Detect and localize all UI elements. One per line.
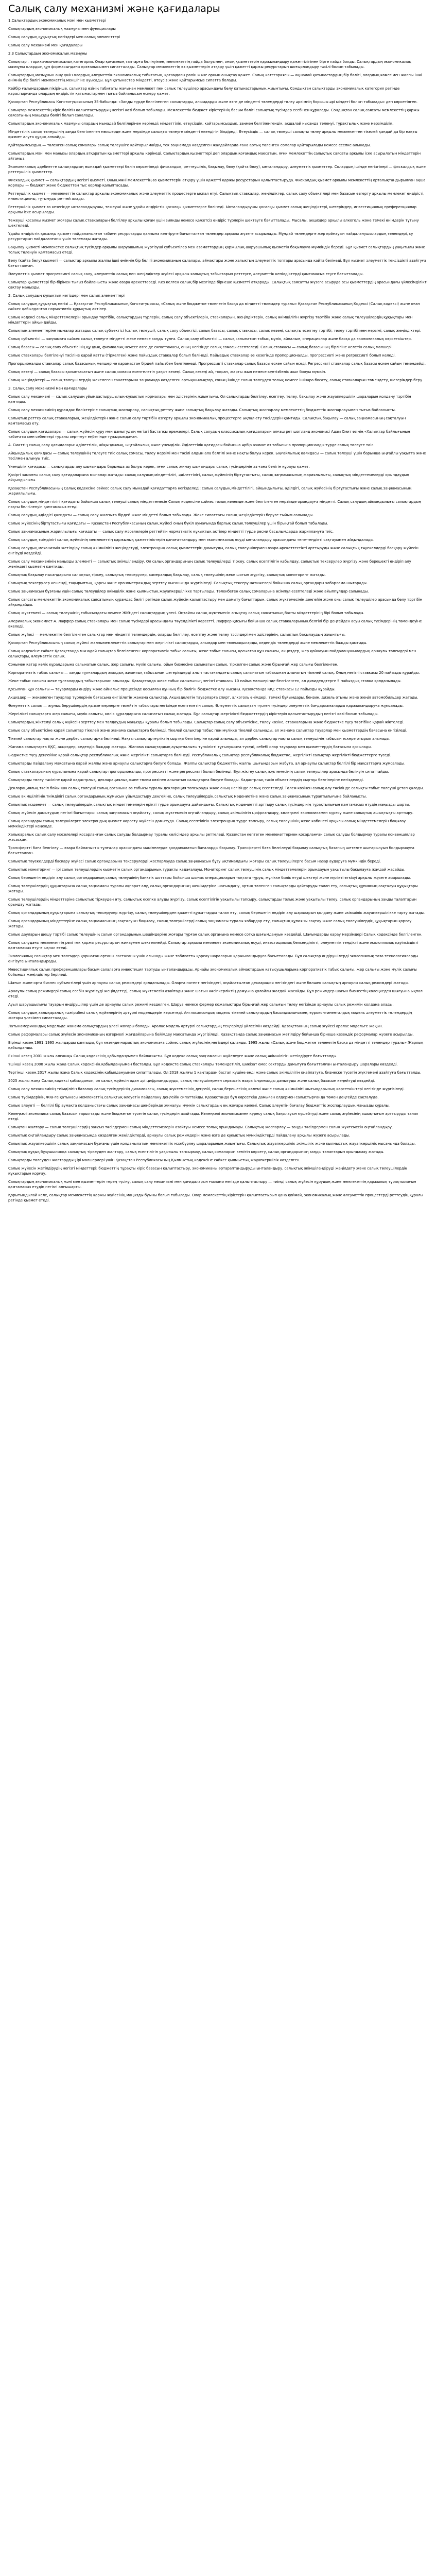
paragraph: Сонымен қатар көлік құралдарына салынатын салық, жер салығы, мүлік салығы, ойын бизнесіне салынатын салық, тіркелген салық және бірыңғай жер салығы белгіленген.	[8, 663, 339, 667]
paragraph: Қайтарымсыздық — төленген салық сомалары салық төлеушіге қайтарылмайды, тек заңнамада көзделген жағдайларда ғана артық төленген сомалар қайтарылады немесе есепке алынады.	[8, 143, 371, 147]
paragraph: Салық заңнамасын бұзғаны үшін салық төлеушілер әкімшілік және қылмыстық жауапкершілікке тартылады. Төленбеген салық сомаларына өсімпұл есептеледі және айыппұлдар салынады.	[8, 589, 369, 594]
paragraph: Салық дауларын шешу тәртібі салық төлеушінің салық органдарының шешімдеріне жоғары тұрған салық органына немесе сотқа шағымдануын көздейді. Шағымдарды қарау мерзімдері Салық кодексінде белгіленген.	[8, 933, 423, 937]
paragraph: Салықтарды пайдалану мақсатына қарай жалпы және арнаулы салықтарға бөлуге болады. Жалпы салықтар бюджеттің жалпы шығындарын жабуға, ал арнаулы салықтар белгілі бір мақсаттарға жұмсалады.	[8, 761, 406, 766]
paragraph: Салық органдары салық төлеушілерге электрондық қызмет көрсету жүйесін дамытуда. Салық есептілігін электрондық түрде тапсыру, салық төлеушінің жеке кабинеті арқылы салық міндеттемелерін бақылау мүмкіндіктері кеңеюде.	[8, 819, 406, 828]
paragraph: Латынамерикандық модельде жанама салықтардың үлесі жоғары болады. Аралас модель әртүрлі салықтардың теңгерімді үйлесімін көздейді. Қазақстанның салық жүйесі аралас модельге жақын.	[8, 1024, 383, 1028]
paragraph: Салық жүйесін дамытудың негізгі бағыттары: салық заңнамасын оңайлату, салық жүктемесін оңтайландыру, салық әкімшілігін цифрландыру, көлеңкелі экономикамен күресу және салықтық ашықтықты арттыру.	[8, 811, 414, 815]
paragraph: Салық салудың механизмін жетілдіру салық әкімшілігін жеңілдетуді, электрондық салық қызметтерін дамытуды, салық төлеушілермен өзара әрекеттестікті арттыруды және салықтық тәуекелдерді басқару жүйесін енгізуді көздейді.	[8, 546, 418, 555]
paragraph: 2. Салық салудың құқықтық негіздері мен салық элементтері	[8, 294, 125, 298]
paragraph: Инвестициялық салық преференциялары басым салаларға инвестиция тартуды ынталандырады. Арнайы экономикалық аймақтардың қатысушыларына корпоративтік табыс салығы, жер салығы және мүлік салығы бойынша жеңілдіктер беріледі.	[8, 968, 417, 977]
paragraph: Бюджетке түсу деңгейіне қарай салықтар республикалық және жергілікті салықтарға бөлінеді. Республикалық салықтар республикалық бюджетке, жергілікті салықтар жергілікті бюджеттерге түседі.	[8, 753, 392, 757]
paragraph: Үшінші кезең 2008 жылы жаңа Салық кодексінің қабылдануымен басталды. Бұл кодексте салық ставкалары төмендетіліп, шикізат емес секторды дамытуға бағытталған ынталандыру шаралары көзделді.	[8, 1062, 398, 1066]
paragraph: Салық салу механизмі — салық салудың ұйымдастырушылық-құқықтық нормалары мен әдістерінің жиынтығы. Ол салықтарды белгілеу, есептеу, төлеу, бақылау және жауапкершілік шараларын қолдану тәртібін қамтиды.	[8, 395, 411, 404]
paragraph: Корпоративтік табыс салығы — заңды тұлғалардың жылдық жиынтық табысынан шегерімдерді алып тастағандағы салық салынатын табысынан алынатын тікелей салық. Оның негізгі ставкасы 20 пайызды құрайды.	[8, 671, 420, 675]
paragraph: Шағын және орта бизнес субъектілері үшін арнаулы салық режимдері қолданылады. Оларға патент негізіндегі, оңайлатылған декларация негізіндегі және бөлшек салықтың арнаулы салық режимдері жатады.	[8, 981, 410, 985]
paragraph: Салық кодексі салық міндеттемелерін орындау тәртібін, салықтардың түрлерін, салық салу объектілерін, ставкаларын, жеңілдіктерін, салық әкімшілігін жүргізу тәртібін және салық төлеушілердің құқықтары мен міндеттерін айқындайды.	[8, 315, 413, 325]
paragraph: Тежеуші қосалқы қызмет жоғары салық ставкаларын белгілеу арқылы қоғам үшін зиянды немесе қажетсіз өндіріс түрлерін шектеуге бағытталады. Мысалы, акциздер арқылы алкоголь және темекі өнімдерін тұтыну шектеледі.	[8, 218, 419, 228]
paragraph: Төртінші кезең 2017 жылы жаңа Салық кодексінің қабылдануымен сипатталады. Ол 2018 жылғы 1 қаңтардан бастап күшіне енді және салық әкімшілігін оңайлатуға, бизнеске түсетін жүктемені азайтуға бағытталды.	[8, 1071, 422, 1075]
paragraph: Салықтарды төлеу тәсіліне қарай кадастрлық, декларациялық және төлем көзінен алынатын салықтарға бөлуге болады. Кадастрлық тәсіл объектілердің сыртқы белгілеріне негізделеді.	[8, 778, 364, 782]
paragraph: Айқындылық қағидасы — салық төлеушінің төлеуге тиіс салық сомасы, төлеу мерзімі мен тәсілі алдын ала белгілі және нақты болуы керек. Ыңғайлылық қағидасы — салық төлеуші үшін барынша ыңғайлы уақытта және тәсілмен алынуы тиіс.	[8, 451, 426, 461]
paragraph: Салық әлеуеті — белгілі бір аумақта қолданыстағы салық заңнамасы шеңберінде жиналуы мүмкін салықтардың ең жоғары көлемі. Салық әлеуетін бағалау бюджеттік жоспарлаудың маңызды құралы.	[8, 1104, 390, 1108]
paragraph: Салықтардың экономикалық мазмұны олардың мынадай белгілерінен көрінеді: міндеттілік, өтеусіздік, қайтарымсыздық, заңмен белгіленгендік, ақшалай нысанда төленуі, тұрақтылық және мерзімділік.	[8, 122, 394, 126]
paragraph: Салық салу механизмінің маңызды элементі — салықтық әкімшілендіру. Ол салық органдарының салық төлеушілерді тіркеу, салық есептілігін қабылдау, салықтық тексерулер жүргізу және берешекті өндіріп алу жөніндегі қызметін қамтиды.	[8, 560, 411, 569]
paragraph: Салық жүктемесі — салық төлеушінің табысындағы немесе ЖІӨ-дегі салықтардың үлесі. Оңтайлы салық жүктемесін анықтау салық саясатының басты міндеттерінің бірі болып табылады.	[8, 611, 364, 615]
paragraph: Акциздер — жекелеген тауарлар түрлерінің бағасына енгізілетін жанама салықтар. Акцизделетін тауарларға спирт, алкоголь өнімдері, темекі бұйымдары, бензин, дизель отыны және жеңіл автомобильдер жатады.	[8, 696, 418, 700]
paragraph: Америкалық экономист А. Лаффер салық ставкалары мен салық түсімдері арасындағы тәуелділікті көрсетті. Лаффер қисығы бойынша салық ставкаларының белгілі бір деңгейден асуы салық түсімдерінің төмендеуіне әкеледі.	[8, 619, 422, 629]
paragraph: Салық әкімшілігінің тиімділігі салық органдарының жұмысын ұйымдастыру деңгейіне, салық төлеушілердің салықтық мәдениетіне және салық заңнамасының тұрақтылығына байланысты.	[8, 794, 367, 799]
paragraph: Қорытындылай келе, салықтар мемлекеттің қаржы жүйесінің маңызды буыны болып табылады. Олар мемлекеттің кірістерін қалыптастырып қана қоймай, экономикалық және әлеуметтік процестерді реттеудің құралы ретінде қызмет етеді.	[8, 1193, 424, 1202]
paragraph: Салықтар – тарихи-экономикалық категория. Олар қоғамның таптарға бөлінуімен, мемлекеттің пайда болуымен, оның қызметтерін қаржыландыру қажеттілігімен бірге пайда болды. Салықтардың экономикалық мазмұны олардың құн формасындағы қозғалысымен сипатталады. Салықтар мемлекеттің өз қызметтерін атқару үшін қажетті қаржы ресурстарын шоғырландыру тәсілі болып табылады.	[8, 60, 411, 69]
paragraph: Экологиялық салықтар мен төлемдер қоршаған ортаны ластағаны үшін алынады және табиғатты қорғау шараларын қаржыландыруға бағытталады. Бұл салықтар өндірушілерді экологиялық таза технологияларды енгізуге ынталандырады.	[8, 954, 418, 963]
paragraph: Салық ставкалары белгіленуі тәсіліне қарай қатты (тіркелген) және пайыздық ставкалар болып бөлінеді. Пайыздық ставкалар өз кезегінде пропорционалды, прогрессивті және регрессивті болып келеді.	[8, 353, 396, 358]
paragraph: Салық кезеңі — салық базасы қалыптасатын және салық сомасы есептелетін уақыт кезеңі. Салық кезеңі ай, тоқсан, жарты жыл немесе күнтізбелік жыл болуы мүмкін.	[8, 370, 326, 374]
paragraph: Салық төлеушілердің құқықтарына салық заңнамасы туралы ақпарат алу, салық органдарының шешімдеріне шағымдану, артық төленген салықтарды қайтаруды талап ету, салықтық құпияның сақталуы құқықтары жатады.	[8, 884, 418, 893]
paragraph: Жанама салықтарға ҚҚС, акциздер, кедендік баждар жатады. Жанама салықтардың ауыртпалығы түпкілікті тұтынушыға түседі, себебі олар тауарлар мен қызметтердің бағасына қосылады.	[8, 745, 373, 749]
paragraph: Салық органдарының құқықтарына салықтық тексерулер жүргізу, салық төлеушілерден қажетті құжаттарды талап ету, салық берешегін өндіріп алу шараларын қолдану және әкімшілік жауапкершілікке тарту жатады.	[8, 911, 425, 915]
paragraph: Қазақстан Республикасы Конституциясының 35-бабында: «Заңды түрде белгіленген салықтарды, алымдарды және өзге де міндетті төлемдерді төлеу әркімнің борышы әрі міндеті болып табылады» деп көрсетілген.	[8, 100, 418, 104]
paragraph: Салық заңнамасының жариялылығы қағидаты — салық салу мәселелерін реттейтін нормативтік құқықтық актілер міндетті түрде ресми басылымдарда жариялануға тиіс.	[8, 530, 334, 534]
paragraph: Салық жеңілдіктері — салық төлеушілердің жекелеген санаттарына заңнамада көзделген артықшылықтар, соның ішінде салық төлеуден толық немесе ішінара босату, салық ставкаларын төмендету, шегерімдер беру.	[8, 378, 424, 382]
paragraph: Әлеуметтік салық — жұмыс берушілердің қызметкерлерге төлейтін табыстары негізінде есептелетін салық. Әлеуметтік салықтан түскен түсімдер әлеуметтік бағдарламаларды қаржыландыруға жұмсалады.	[8, 704, 404, 708]
paragraph: Салықтық мәдениет — салық төлеушілердің салықтық міндеттемелерін ерікті түрде орындауға дайындығы. Салықтық мәдениетті арттыру салық түсімдерінің тұрақтылығын қамтамасыз етудің маңызды шарты.	[8, 803, 410, 807]
paragraph: Көлеңкелі экономика салық базасын тарылтады және бюджетке түсетін салық түсімдерін азайтады. Көлеңкелі экономикамен күресу салық бақылауын күшейтуді және салық жүйесінің ашықтығын арттыруды талап етеді.	[8, 1112, 418, 1121]
paragraph: Салықтық оңтайландыру салық заңнамасында көзделген жеңілдіктерді, арнаулы салық режимдерін және өзге де құқықтық мүмкіндіктерді пайдалану арқылы жүзеге асырылады.	[8, 1133, 351, 1138]
paragraph: Салық салу механизмінің құрамдас бөліктеріне салықтық жоспарлау, салықтық реттеу және салықтық бақылау жатады. Салықтық жоспарлау мемлекеттің бюджеттік жоспарлауымен тығыз байланысты.	[8, 408, 396, 412]
paragraph: 2.3 Салықтардың экономикалық мазмұны	[8, 52, 88, 56]
paragraph: 2025 жылы жаңа Салық кодексі қабылданып, ол салық жүйесін одан әрі цифрландыруды, салық төлеушілермен сервистік өзара іс-қимылды дамытуды және салық базасын кеңейтуді көздейді.	[8, 1079, 375, 1083]
paragraph: Салық салу механизмінің тиімділігін бағалау салық түсімдерінің динамикасы, салық жүктемесінің деңгейі, салық берешегінің көлемі және салық әкімшілігі шығындарының көрсеткіштері негізінде жүргізіледі.	[8, 1087, 405, 1091]
paragraph: Декларациялық тәсіл бойынша салық төлеуші салық органына өз табысы туралы декларация тапсырады және оның негізінде салық есептеледі. Төлем көзінен салық алу тәсілінде салықты табыс төлеуші ұстап қалады.	[8, 786, 424, 790]
paragraph: Салықтық мониторинг — ірі салық төлеушілердің қызметін салық органдарының тұрақты қадағалауы. Мониторинг салық төлеушінің салық міндеттемелерін орындауын уақытылы бақылауға жағдай жасайды.	[8, 868, 406, 872]
paragraph: Салықтан жалтару — салық төлеушілердің заңсыз тәсілдермен салық міндеттемелерін азайтуы немесе толық орындамауы. Салықтық жоспарлау — заңды тәсілдермен салық жүктемесін оңтайландыру.	[8, 1125, 393, 1129]
paragraph: Салық кодексіне сәйкес Қазақстанда мынадай салықтар белгіленген: корпоративтік табыс салығы, жеке табыс салығы, қосылған құн салығы, акциздер, жер қойнауын пайдаланушылардың арнаулы төлемдері мен салықтары, әлеуметтік салық.	[8, 649, 416, 658]
paragraph: Жергілікті салықтарға жер салығы, мүлік салығы, көлік құралдарына салынатын салық жатады. Бұл салықтар жергілікті бюджеттердің кірістерін қалыптастырудың негізгі көзі болып табылады.	[8, 712, 379, 716]
paragraph: Арнаулы салық режимдері салық есебін жүргізуді жеңілдетеді, салық жүктемесін азайтады және шағын кәсіпкерліктің дамуына қолайлы жағдай жасайды. Бұл режимдер шағын бизнестің көлеңкеден шығуына ықпал етеді.	[8, 989, 423, 998]
paragraph: Салық салу объектісіне қарай салықтар тікелей және жанама салықтарға бөлінеді. Тікелей салықтар табыс пен мүлікке тікелей салынады, ал жанама салықтар тауарлар мен қызметтердің бағасына енгізіледі.	[8, 728, 408, 733]
document-title: Салық салу механизмі және қағидалары	[8, 3, 220, 14]
paragraph: Салықтық құқық бұзушылыққа салықтық тіркеуден жалтару, салық есептілігін уақытылы тапсырмау, салық сомаларын кемітіп көрсету, салық органдарының заңды талаптарын орындамау жатады.	[8, 1150, 385, 1154]
paragraph: Қазақстан Республикасының Салық кодексіне сәйкес салық салу мынадай қағидаттарға негізделеді: салық салудың міндеттілігі, айқындылығы, әділдігі, салық жүйесінің біртұтастығы және салық заңнамасының жариялылығы.	[8, 486, 411, 496]
paragraph: Салық салу механизмі мен қағидалары	[8, 43, 83, 47]
paragraph: Салық жүйесін жетілдірудің негізгі міндеттері: бюджеттің тұрақты кіріс базасын қалыптастыру, экономиканы әртараптандыруды ынталандыру, салықтық әкімшілендіруді жеңілдету және салық төлеушілердің құқықтарын қорғау.	[8, 1166, 407, 1176]
paragraph: Трансфертті баға белгілеу — өзара байланысты тұлғалар арасындағы мәмілелерде қолданылатын бағаларды бақылау. Трансфертті баға белгілеуді бақылау салықтық базаның шетелге шығарылуын болдырмауға бағытталған.	[8, 846, 414, 855]
paragraph: Пропорционалды ставкалар салық базасының мөлшеріне қарамастан бірдей пайызбен белгіленеді. Прогрессивті ставкалар салық базасы өскен сайын өседі. Регрессивті ставкалар салық базасы өскен сайын төмендейді.	[8, 362, 426, 366]
paragraph: Фискалдық қызмет — салықтардың негізгі қызметі. Оның мәні мемлекеттің өз қызметтерін атқару үшін қажетті қаржы ресурстарын қалыптастыруда. Фискалдық қызмет арқылы мемлекеттің орталықтандырылған ақша қорлары — бюджет және бюджеттен тыс қорлар қалыптасады.	[8, 178, 426, 188]
paragraph: Салықтар мемлекеттің кіріс бөлігін қалыптастырудың негізгі көзі болып табылады. Мемлекеттік бюджет кірістерінің басым бөлігі салықтық түсімдер есебінен құралады. Сондықтан салық саясаты мемлекеттің қаржы саясатының маңызды бөлігі болып саналады.	[8, 108, 420, 117]
paragraph: Салық базасы — салық салу объектісінің құндық, физикалық немесе өзге де сипаттамасы, оның негізінде салық сомасы есептеледі. Салық ставкасы — салық базасының бірлігіне келетін салық мөлшері.	[8, 345, 393, 349]
paragraph: Салық салудың құқықтық негіздері мен салық элементтері	[8, 35, 120, 39]
paragraph: Салық салудың құқықтық негізі — Қазақстан Республикасының Конституциясы, «Салық және бюджетке төленетін басқа да міндетті төлемдер туралы» Қазақстан Республикасының Кодексі (Салық кодексі) және оған сәйкес қабылданған нормативтік құқықтық актілер.	[8, 302, 420, 311]
paragraph: Салықтардың мәні мен маңызы олардың атқаратын қызметтері арқылы көрінеді. Салықтардың қызметтері деп олардың қоғамдық мақсатын, яғни мемлекеттің салықтық саясаты арқылы іске асырылатын міндеттерін айтамыз.	[8, 151, 421, 161]
paragraph: Реттеушілік қызмет — мемлекеттің салықтар арқылы экономикалық және әлеуметтік процестерге ықпал етуі. Салықтық ставкалар, жеңілдіктер, салық салу объектілері мен базасын өзгерту арқылы мемлекет өндірісті, инвестицияны, тұтынуды реттей алады.	[8, 192, 425, 201]
paragraph: Ұдайы өндірістік қосалқы қызмет пайдаланылған табиғи ресурстарды қалпына келтіруге бағытталған төлемдер арқылы жүзеге асырылады. Мұндай төлемдерге жер қойнауын пайдаланушылардың төлемдері, су ресурстарын пайдаланғаны үшін төлемақы жатады.	[8, 232, 413, 241]
paragraph: Салықтардың экономикалық мазмұны мен функциялары	[8, 27, 116, 31]
paragraph: Салық салудағы мемлекеттің рөлі тек қаржы ресурстарын жинаумен шектелмейді. Салықтар арқылы мемлекет экономикалық өсуді, инвестициялық белсенділікті, әлеуметтік теңдікті және экологиялық қауіпсіздікті қамтамасыз етуге ықпал етеді.	[8, 941, 418, 950]
paragraph: Қазақстан Республикасының салық жүйесі жалпымемлекеттік салықтар мен жергілікті салықтарды, алымдар мен төлемақыларды, кедендік төлемдерді және мемлекеттік бажды қамтиды.	[8, 641, 368, 645]
paragraph: Міндеттілік салық төлеушінің заңда белгіленген мөлшерде және мерзімде салықты төлеуге міндетті екендігін білдіреді. Өтеусіздік — салық төлеуші салықты төлеу арқылы мемлекеттен тікелей қандай да бір нақты қызмет алуға құқық алмайды.	[8, 130, 417, 139]
paragraph: Салық салудың міндеттілігі қағидаты бойынша салық төлеуші салық міндеттемесін Салық кодексіне сәйкес толық көлемде және белгіленген мерзімде орындауға міндетті. Салық салудың айқындылығы салықтардың нақты белгіленуін қамтамасыз етеді.	[8, 500, 422, 509]
paragraph: Салықтардың мазмұнын ашу үшін олардың әлеуметтік-экономикалық табиғатын, қоғамдағы рөлін және орнын анықтау қажет. Салық категориясы — ақшалай қатынастардың бір бөлігі, олардың көмегімен жалпы ішкі өнімнің бір бөлігі мемлекеттің меншігіне ауысады. Бұл қатынастар міндетті, өтеусіз және қайтарымсыз сипатта болады.	[8, 73, 422, 82]
paragraph: Қосылған құн салығы — тауарларды өндіру және айналыс процесінде қосылған құнның бір бөлігін бюджетке алу нысаны. Қазақстанда ҚҚС ставкасы 12 пайызды құрайды.	[8, 687, 336, 691]
paragraph: Ауыл шаруашылығы тауарын өндірушілер үшін де арнаулы салық режимі көзделген. Шаруа немесе фермер қожалықтары бірыңғай жер салығын төлеу негізінде арнаулы салық режимін қолдана алады.	[8, 1003, 394, 1007]
paragraph: Кейбір ғалымдардың пікірінше, салықтар өзінің табиғаты жағынан мемлекет пен салық төлеушілер арасындағы бөлу қатынастарының жиынтығы. Сондықтан салықтарды экономикалық категория ретінде қарастырғанда олардың өндірістік қатынастармен тығыз байланысын ескеру қажет.	[8, 87, 400, 96]
paragraph: Бақылау қызметі мемлекетке салықтық түсімдер арқылы шаруашылық жүргізуші субъектілер мен азаматтардың қаржылық-шаруашылық қызметін бақылауға мүмкіндік береді. Бұл қызмет салықтардың уақытылы және толық төленуін қамтамасыз етеді.	[8, 245, 425, 255]
paragraph: Бірінші кезең 1991–1995 жылдарды қамтыды, бұл кезеңде нарықтық экономикаға сәйкес салық жүйесінің негіздері қаланды. 1995 жылы «Салық және бюджетке төленетін басқа да міндетті төлемдер туралы» Жарлық қабылданды.	[8, 1041, 424, 1050]
paragraph: Реттеушілік қызмет өз кезегінде ынталандырушы, тежеуші және ұдайы өндірістік қосалқы қызметтерге бөлінеді. Ынталандырушы қосалқы қызмет салық жеңілдіктері, шегерімдер, инвестициялық преференциялар арқылы іске асырылады.	[8, 205, 417, 214]
paragraph: Салық салудың қағидалары — салық жүйесін құру мен дамытудың негізгі бастапқы ережелері. Салық салудың классикалық қағидаларын алғаш рет шотланд экономисі Адам Смит өзінің «Халықтар байлығының табиғаты мен себептері туралы зерттеу» еңбегінде тұжырымдаған.	[8, 430, 410, 439]
paragraph: Салықтың элементтеріне мыналар жатады: салық субъектісі (салық төлеуші), салық салу объектісі, салық базасы, салық ставкасы, салық кезеңі, салықты есептеу тәртібі, төлеу тәртібі мен мерзімі, салық жеңілдіктері.	[8, 329, 422, 333]
paragraph: Қазіргі заманғы салық салу қағидаларына мыналар жатады: салық салудың міндеттілігі, әділеттілігі, салық жүйесінің біртұтастығы, салық заңнамасының жариялылығы, салықтық міндеттемелерді орындаудың айқындылығы.	[8, 473, 409, 482]
paragraph: Салық берешегін өндіріп алу салық органдарының салық төлеушінің банктік шоттары бойынша шығыс операцияларын тоқтата тұруы, мүлікке билік етуді шектеуі және мүлікті өткізуі арқылы жүзеге асырылады.	[8, 876, 411, 880]
paragraph: Салықтардың жіктелуі салық жүйесін зерттеу мен талдаудың маңызды құралы болып табылады. Салықтар салық салу объектісіне, төлеу көзіне, ставкаларына және бюджетке түсу тәртібіне қарай жіктеледі.	[8, 720, 405, 724]
paragraph: Салықтық тексерулер кешенді, тақырыптық, қарсы және хронометраждық зерттеу нысанында жүргізіледі. Салықтық тексеру нәтижелері бойынша салық органдары хабарлама шығарады.	[8, 581, 368, 585]
paragraph: Салық түсімдерінің ЖІӨ-ге қатынасы мемлекеттің салықтық әлеуетін пайдалану деңгейін сипаттайды. Қазақстанда бұл көрсеткіш дамыған елдермен салыстырғанда төмен деңгейде сақталуда.	[8, 1095, 379, 1099]
paragraph: Салық субъектісі — заңнамаға сәйкес салық төлеуге міндетті жеке немесе заңды тұлға. Салық салу объектісі — салық салынатын табыс, мүлік, айналым, операциялар және басқа да экономикалық көрсеткіштер.	[8, 337, 412, 341]
document-body	[8, 18, 428, 1203]
paragraph: Жеке табыс салығы жеке тұлғалардың табыстарынан алынады. Қазақстанда жеке табыс салығының негізгі ставкасы 10 пайыз мөлшерінде белгіленген, ал дивидендтерге 5 пайыздық ставка қолданылады.	[8, 679, 402, 683]
paragraph: Салықтық тәуекелдерді басқару жүйесі салық органдарына тексерулерді жоспарлауда салық заңнамасын бұзу ықтималдығы жоғары салық төлеушілерге басым назар аударуға мүмкіндік береді.	[8, 859, 381, 863]
paragraph: Салық салудың тиімділігі салық жүйесінің мемлекеттің қаржылық қажеттіліктерін қанағаттандыру мен экономикалық өсуді ынталандыру арасындағы тепе-теңдікті сақтауымен айқындалады.	[8, 538, 375, 542]
paragraph: Салық жүйесінің біртұтастығы қағидаты — Қазақстан Республикасының салық жүйесі оның бүкіл аумағында барлық салық төлеушілер үшін бірыңғай болып табылады.	[8, 521, 328, 526]
paragraph: Салық салудың халықаралық тәжірибесі салық жүйелерінің әртүрлі модельдерін көрсетеді. Англосаксондық модель тікелей салықтардың басымдылығымен, еуроконтиненталдық модель әлеуметтік төлемдердің жоғары үлесімен сипатталады.	[8, 1011, 412, 1020]
paragraph: Салық жүйесі — мемлекетте белгіленген салықтар мен міндетті төлемдердің, оларды белгілеу, есептеу және төлеу тәсілдері мен әдістерінің, салықтық бақылаудың жиынтығы.	[8, 633, 346, 637]
paragraph: Салықтарды төлеуден жалтарудың ірі мөлшерлері үшін Қазақстан Республикасының Қылмыстық кодексіне сәйкес қылмыстық жауапкершілік көзделген.	[8, 1158, 301, 1162]
document-page	[0, 0, 436, 1211]
paragraph: Салықтық реттеу салық ставкаларын, жеңілдіктерін және салық салу тәртібін өзгерту арқылы экономикалық процестерге ықпал ету тәсілдерін қамтиды. Салықтық бақылау — салық заңнамасының сақталуын қамтамасыз ету.	[8, 416, 406, 426]
paragraph: Салық саясаты мемлекеттің экономикалық саясатының құрамдас бөлігі ретінде салық жүйесін қалыптастыру мен дамыту бағыттарын, салық жүктемесінің деңгейін және оны салық төлеушілер арасында бөлу тәртібін айқындайды.	[8, 598, 423, 607]
paragraph: Экономикалық әдебиетте салықтардың мынадай қызметтері бөліп көрсетіледі: фискалдық, реттеушілік, бақылау, бөлу (қайта бөлу), ынталандыру, әлеуметтік қызметтер. Солардың ішінде негізгілері — фискалдық және реттеушілік қызметтер.	[8, 165, 426, 174]
paragraph: Салық салудың әділдігі қағидаты — салық салу жалпыға бірдей және міндетті болып табылады. Жеке сипаттағы салық жеңілдіктерін беруге тыйым салынады.	[8, 513, 314, 517]
paragraph: Салықтардың экономикалық мәні мен қызметтерін терең түсіну, салық салу механизмі мен қағидаларын ғылыми негізде қалыптастыру — тиімді салық жүйесін құрудың және мемлекеттің қаржылық тұрақтылығын қамтамасыз етудің негізгі алғышарты.	[8, 1180, 416, 1189]
paragraph: Салықтық жауапкершілік салық заңнамасын бұзғаны үшін қолданылатын мемлекеттік мәжбүрлеу шараларының жиынтығы. Салықтық жауапкершілік әкімшілік және қылмыстық жауапкершілік нысанында болады.	[8, 1142, 416, 1146]
paragraph: Салық ставкаларының құрылымына қарай салықтар пропорционалды, прогрессивті және регрессивті болып бөлінеді. Бұл жіктеу салық жүктемесінің салық төлеушілер арасында бөлінуін сипаттайды.	[8, 770, 389, 774]
paragraph: Халықаралық салық салу мәселелері қосарланған салық салуды болдырмау туралы келісімдер арқылы реттеледі. Қазақстан көптеген мемлекеттермен қосарланған салық салуды болдырмау туралы конвенциялар жасасқан.	[8, 833, 415, 842]
paragraph: Бөлу (қайта бөлу) қызметі — салықтар арқылы жалпы ішкі өнімнің бір бөлігі экономиканың салалары, аймақтары және халықтың әлеуметтік топтары арасында қайта бөлінеді. Бұл қызмет әлеуметтік теңсіздікті азайтуға бағытталған.	[8, 259, 426, 268]
paragraph: Салықтық бақылау нысандарына салықтық тіркеу, салықтық тексерулер, камералдық бақылау, салық төлеушінің жеке шотын жүргізу, салықтық мониторинг жатады.	[8, 573, 326, 577]
paragraph: Салық реформалары салық жүйесін экономиканың өзгермелі жағдайларына бейімдеу мақсатында жүргізіледі. Қазақстанда салық заңнамасын жетілдіру бойынша бірнеше кезеңдік реформалар жүзеге асырылды.	[8, 1032, 414, 1037]
paragraph: 1.Салықтардың экономикалық мәні мен қызметтері	[8, 19, 106, 23]
paragraph: Салық төлеушілердің міндеттеріне салықтық тіркеуден өту, салықтық есепке алуды жүргізу, салық есептілігін уақытылы тапсыру, салықтарды толық және уақытылы төлеу, салық органдарының заңды талаптарын орындау жатады.	[8, 897, 417, 907]
paragraph: Екінші кезең 2001 жылы алғашқы Салық кодексінің қабылдануымен байланысты. Бұл кодекс салық заңнамасын жүйелеуге және салық әкімшілігін жетілдіруге бағытталды.	[8, 1054, 338, 1058]
paragraph: 3. Салық салу механизмі мен қағидалары	[8, 386, 87, 391]
paragraph: Үнемділік қағидасы — салықтарды алу шығындары барынша аз болуы керек, яғни салық жинау шығындары салық түсімдерінің аз ғана бөлігін құрауы қажет.	[8, 465, 310, 469]
paragraph: Әлеуметтік қызмет прогрессивті салық салу, әлеуметтік салық пен жеңілдіктер жүйесі арқылы халықтың табыстарын реттеуге, әлеуметтік кепілдіктерді қамтамасыз етуге бағытталады.	[8, 272, 364, 276]
paragraph: А. Смиттің салық салу қағидалары: әділеттілік, айқындылық, ыңғайлылық және үнемділік. Әділеттілік қағидасы бойынша әрбір азамат өз табысына пропорционалды түрде салық төлеуге тиіс.	[8, 443, 375, 447]
paragraph: Тікелей салықтар нақты және дербес салықтарға бөлінеді. Нақты салықтар мүліктің сыртқы белгілеріне қарай алынады, ал дербес салықтар нақты салық төлеушінің табысын ескере отырып алынады.	[8, 737, 391, 741]
paragraph: Салық органдарының міндеттеріне салық заңнамасының сақталуын бақылау, салық төлеушілерді салық заңнамасы туралы хабардар ету, салықтық құпияны сақтау және салық төлеушілердің құқықтарын қорғау жатады.	[8, 919, 412, 928]
paragraph: Салықтар қызметтері бір-бірімен тығыз байланысты және өзара әрекеттеседі. Кез келген салық бір мезгілде бірнеше қызметті атқарады. Салықтық саясатты жүзеге асыруда осы қызметтердің арасындағы үйлесімділікті сақтау маңызды.	[8, 280, 428, 290]
